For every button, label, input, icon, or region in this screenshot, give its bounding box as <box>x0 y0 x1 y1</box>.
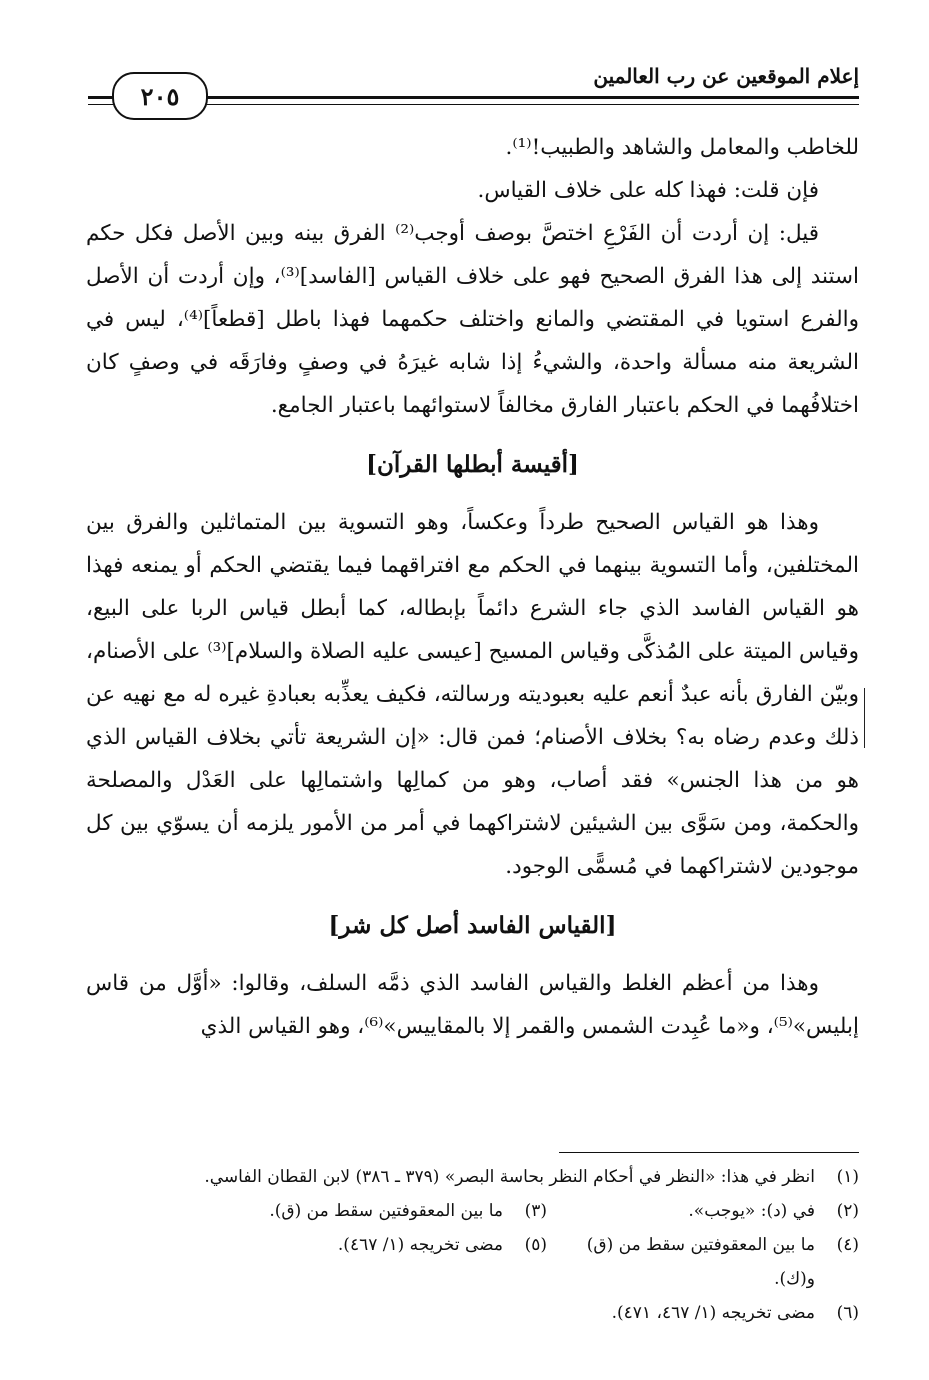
footnote-text: في (د): «يوجب». <box>688 1201 815 1221</box>
footnote-2 <box>547 1194 859 1228</box>
footnote-1 <box>86 1160 859 1194</box>
footnote-text: ما بين المعقوفتين سقط من (ق) و(ك). <box>586 1235 815 1289</box>
footnote-number: (٦) <box>836 1303 859 1323</box>
footnote-text: ما بين المعقوفتين سقط من (ق). <box>269 1201 503 1221</box>
running-title: إعلام الموقعين عن رب العالمين <box>593 64 859 88</box>
margin-mark <box>864 688 865 748</box>
footnote-number: (٥) <box>524 1235 547 1255</box>
footnote-text: مضى تخريجه (١/ ٤٦٧). <box>337 1235 503 1255</box>
page-number: ٢٠٥ <box>112 72 208 120</box>
footnote-number: (٢) <box>836 1201 859 1221</box>
section-2-paragraph: وهذا من أعظم الغلط والقياس الفاسد الذي ذمَّه السلف، وقالوا: «أوَّل من قاس إبليس»⁽⁵⁾، و«ما عُبِدت الشمس والقمر إلا بالمقاييس»⁽⁶⁾، وهو القياس الذي <box>86 971 859 1039</box>
footnote-5 <box>86 1228 547 1296</box>
footnote-3 <box>86 1194 547 1228</box>
body-text <box>86 126 859 1048</box>
footnote-row-2-3 <box>86 1194 859 1228</box>
footnote-text: مضى تخريجه (١/ ٤٦٧، ٤٧١). <box>611 1303 815 1323</box>
paragraph-2: فإن قلت: فهذا كله على خلاف القياس. <box>477 178 819 203</box>
footnote-4 <box>547 1228 859 1296</box>
section-heading-2: [القياس الفاسد أصل كل شر] <box>328 912 617 939</box>
paragraph-1: للخاطب والمعامل والشاهد والطبيب!⁽¹⁾. <box>505 135 859 160</box>
footnote-rule <box>559 1152 859 1153</box>
footnote-6 <box>86 1296 859 1330</box>
paragraph-3: قيل: إن أردت أن الفَرْعِ اختصَّ بوصف أوجب⁽²⁾ الفرق بينه وبين الأصل فكل حكم استند إلى هذا الفرق الصحيح فهو على خلاف القياس [الفاسد]⁽³⁾، وإن أردت أن الأصل والفرع استويا في المقتضي والمانع واختلف حكمهما فهذا باطل [قطعاً]⁽⁴⁾، ليس في الشريعة منه مسألة واحدة، والشيءُ إذا شابه غيرَهُ في وصفٍ وفارَقَه في وصفٍ كان اختلافُهما في الحكم باعتبار الفارق مخالفاً لاستوائهما باعتبار الجامع. <box>86 221 859 418</box>
footnotes <box>86 1160 859 1330</box>
section-heading-1: [أقيسة أبطلها القرآن] <box>366 451 579 478</box>
section-1-paragraph: وهذا هو القياس الصحيح طرداً وعكساً، وهو التسوية بين المتماثلين والفرق بين المختلفين، وأما التسوية بينهما في الحكم مع افتراقهما فيما يقتضي الحكم أو يمنعه فهذا هو القياس الفاسد الذي جاء الشرع دائماً بإبطاله، كما أبطل قياس الربا على البيع، وقياس الميتة على المُذكَّى وقياس المسيح [عيسى عليه الصلاة والسلام]⁽³⁾ على الأصنام، وبيّن الفارق بأنه عبدٌ أنعم عليه بعبوديته ورسالته، فكيف يعذِّبه بعبادةِ غيره له مع نهيه عن ذلك وعدم رضاه به؟ بخلاف الأصنام؛ فمن قال: «إن الشريعة تأتي بخلاف القياس الذي هو من هذا الجنس» فقد أصاب، وهو من كمالِها واشتمالِها على العَدْل والمصلحة والحكمة، ومن سَوَّى بين الشيئين لاشتراكهما في أمر من الأمور يلزمه أن يسوّي بين كل موجودين لاشتراكهما في مُسمًّى الوجود. <box>86 510 859 879</box>
footnote-row-4-5 <box>86 1228 859 1296</box>
footnote-number: (٤) <box>836 1235 859 1255</box>
footnote-text: انظر في هذا: «النظر في أحكام النظر بحاسة البصر» (٣٧٩ ـ ٣٨٦) لابن القطان الفاسي. <box>204 1167 815 1187</box>
footnote-number: (١) <box>836 1167 859 1187</box>
footnote-number: (٣) <box>524 1201 547 1221</box>
